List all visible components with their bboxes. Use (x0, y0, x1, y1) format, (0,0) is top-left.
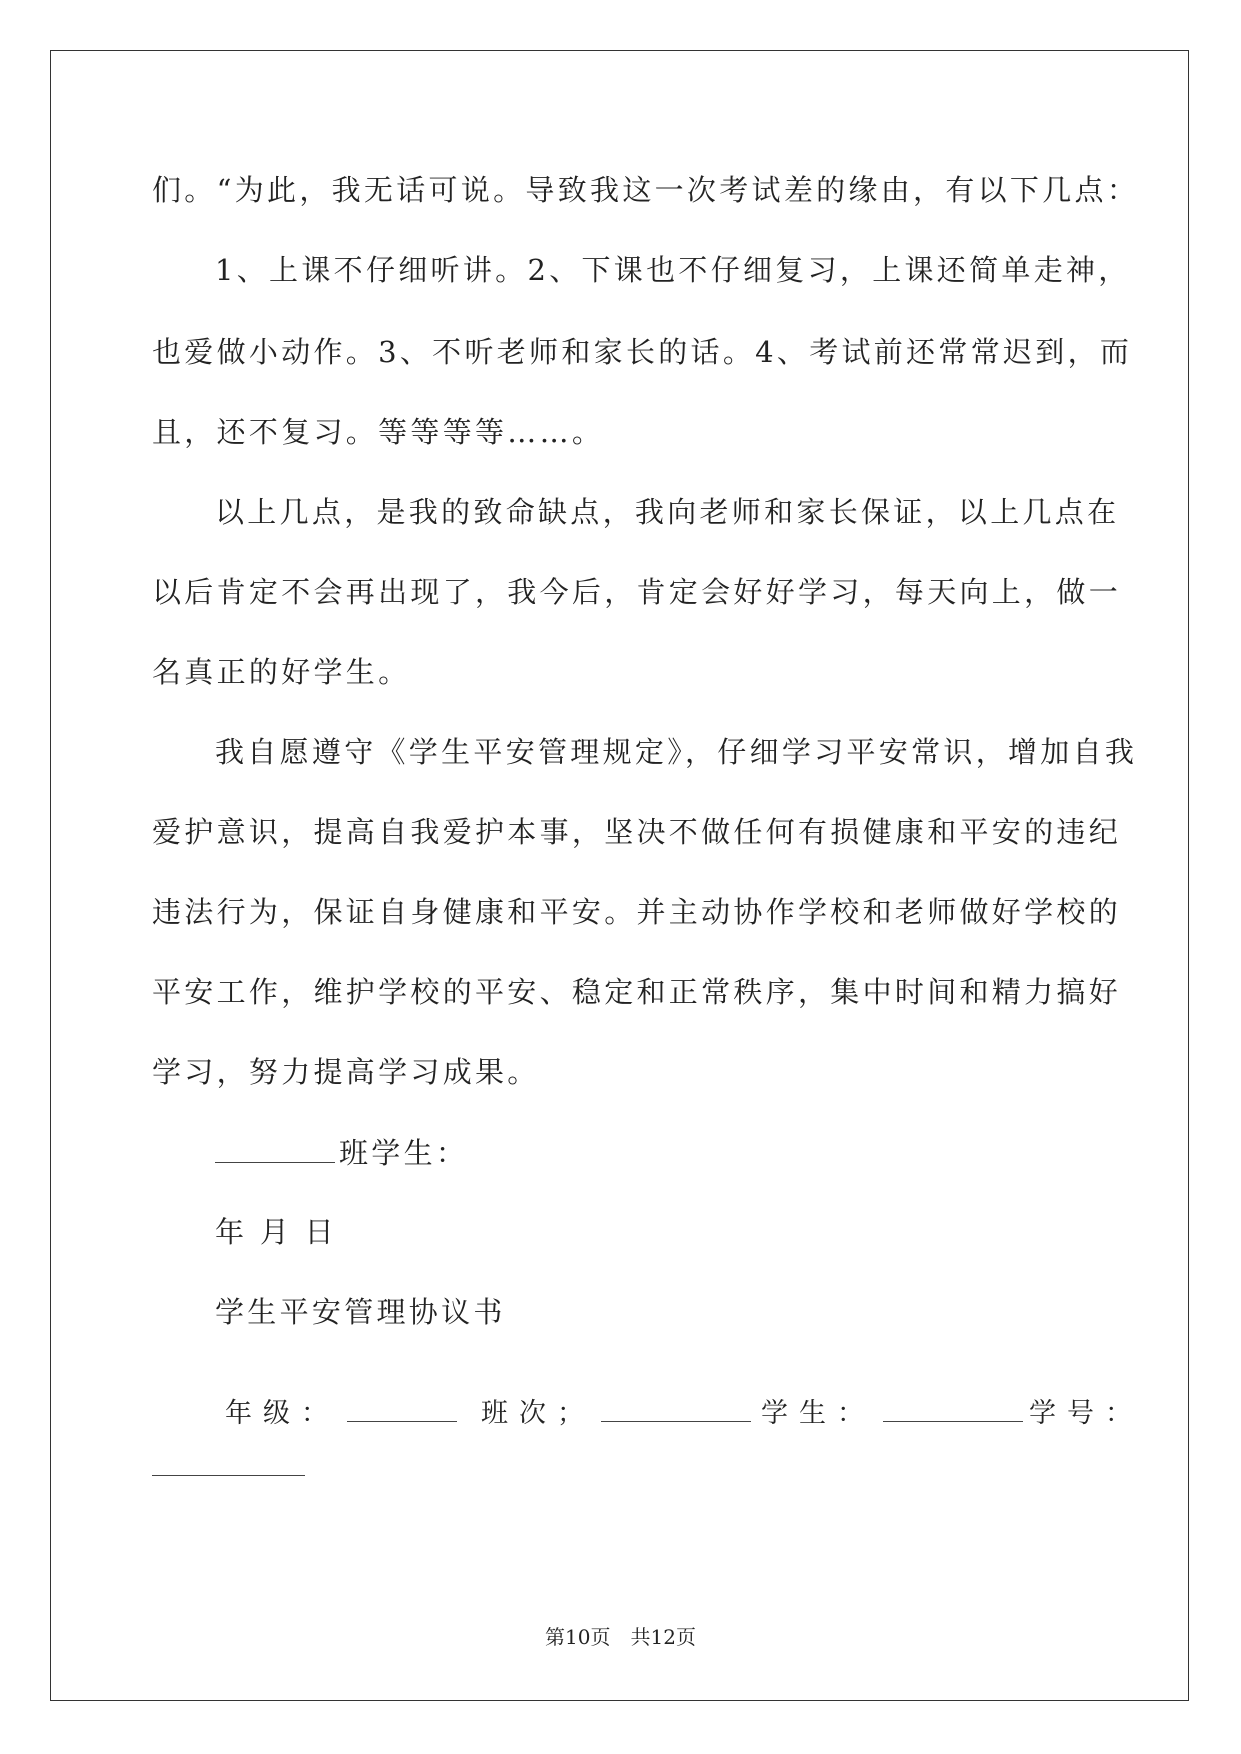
text-line: 也爱做小动作。3、不听老师和家长的话。4、考试前还常常迟到，而 (152, 335, 1133, 369)
text-line: 们。“为此，我无话可说。导致我这一次考试差的缘由，有以下几点： (152, 173, 1140, 207)
class-number-blank (601, 1397, 751, 1422)
text-line: 以后肯定不会再出现了，我今后，肯定会好好学习，每天向上，做一 (152, 575, 1122, 609)
text-line: 违法行为，保证自身健康和平安。并主动协作学校和老师做好学校的 (152, 895, 1122, 929)
text-line: 以上几点，是我的致命缺点，我向老师和家长保证，以上几点在 (215, 495, 1120, 529)
text-line: 1、上课不仔细听讲。2、下课也不仔细复习，上课还简单走神， (215, 253, 1131, 287)
signature-date: 年 月 日 (215, 1215, 337, 1249)
page-footer: 第10页 共12页 (545, 1625, 696, 1649)
grade-blank (347, 1397, 457, 1422)
student-info-form (225, 1397, 1143, 1427)
text-line: 我自愿遵守《学生平安管理规定》，仔细学习平安常识，增加自我 (215, 735, 1138, 769)
class-student-signature (215, 1138, 468, 1168)
text-line: 平安工作，维护学校的平安、稳定和正常秩序，集中时间和精力搞好 (152, 975, 1122, 1009)
text-line: 名真正的好学生。 (152, 655, 411, 689)
class-label: 班次； (481, 1398, 595, 1429)
text-line: 学习，努力提高学习成果。 (152, 1055, 540, 1089)
text-line: 爱护意识，提高自我爱护本事，坚决不做任何有损健康和平安的违纪 (152, 815, 1122, 849)
class-student-label: 班学生： (339, 1136, 469, 1170)
student-number-blank (152, 1475, 305, 1476)
number-label: 学号： (1029, 1398, 1143, 1429)
page-border (50, 50, 1189, 1701)
text-line: 且，还不复习。等等等等……。 (152, 415, 605, 449)
grade-label: 年级： (225, 1398, 339, 1429)
student-name-blank (883, 1397, 1023, 1422)
class-blank (215, 1138, 335, 1163)
agreement-title: 学生平安管理协议书 (215, 1295, 506, 1329)
student-label: 学生： (761, 1398, 875, 1429)
